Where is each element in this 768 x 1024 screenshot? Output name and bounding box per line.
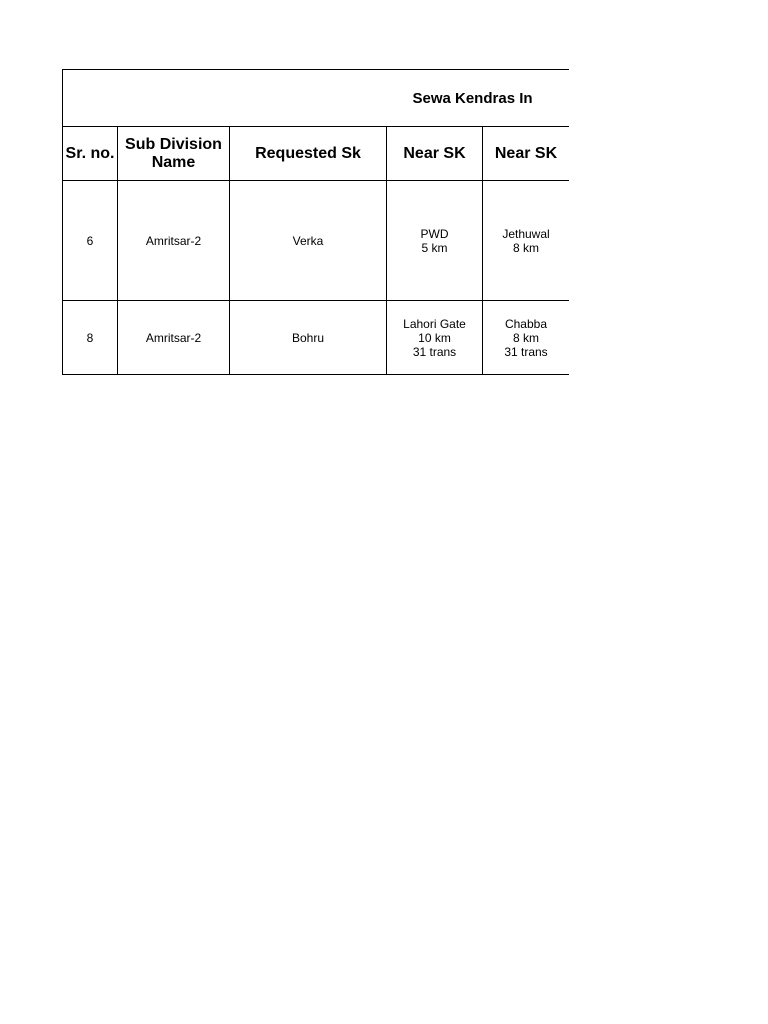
header-sub-division-name: Sub Division Name [118, 127, 230, 181]
header-requested-sk: Requested Sk [230, 127, 387, 181]
near-sk-name: Lahori Gate [403, 316, 466, 331]
near-sk-distance: 10 km [418, 330, 451, 345]
near-sk-name: Chabba [504, 316, 548, 331]
cell-near-sk-2 [483, 301, 570, 375]
near-sk-distance: 8 km [512, 240, 539, 255]
cell-sr-no: 6 [63, 181, 118, 301]
cell-near-sk-1 [387, 301, 483, 375]
header-near-sk-1: Near SK [387, 127, 483, 181]
cell-requested-sk: Bohru [230, 301, 387, 375]
header-sr-no: Sr. no. [63, 127, 118, 181]
spreadsheet-viewport [62, 69, 569, 375]
cell-sub-division: Amritsar-2 [118, 301, 230, 375]
near-sk-name: PWD [420, 226, 449, 241]
cell-sub-division: Amritsar-2 [118, 181, 230, 301]
cell-near-sk-2 [483, 181, 570, 301]
table-title: Sewa Kendras In [63, 70, 570, 127]
near-sk-trans: 31 trans [504, 344, 548, 359]
sewa-kendras-table [62, 69, 569, 375]
cell-near-sk-1 [387, 181, 483, 301]
near-sk-name: Jethuwal [502, 226, 550, 241]
cell-requested-sk: Verka [230, 181, 387, 301]
table-row [63, 181, 570, 301]
table-row [63, 301, 570, 375]
table-header-row [63, 127, 570, 181]
cell-sr-no: 8 [63, 301, 118, 375]
near-sk-distance: 5 km [421, 240, 448, 255]
table-title-row [63, 70, 570, 127]
near-sk-trans: 31 trans [412, 344, 457, 359]
near-sk-distance: 8 km [512, 330, 539, 345]
header-near-sk-2: Near SK [483, 127, 570, 181]
